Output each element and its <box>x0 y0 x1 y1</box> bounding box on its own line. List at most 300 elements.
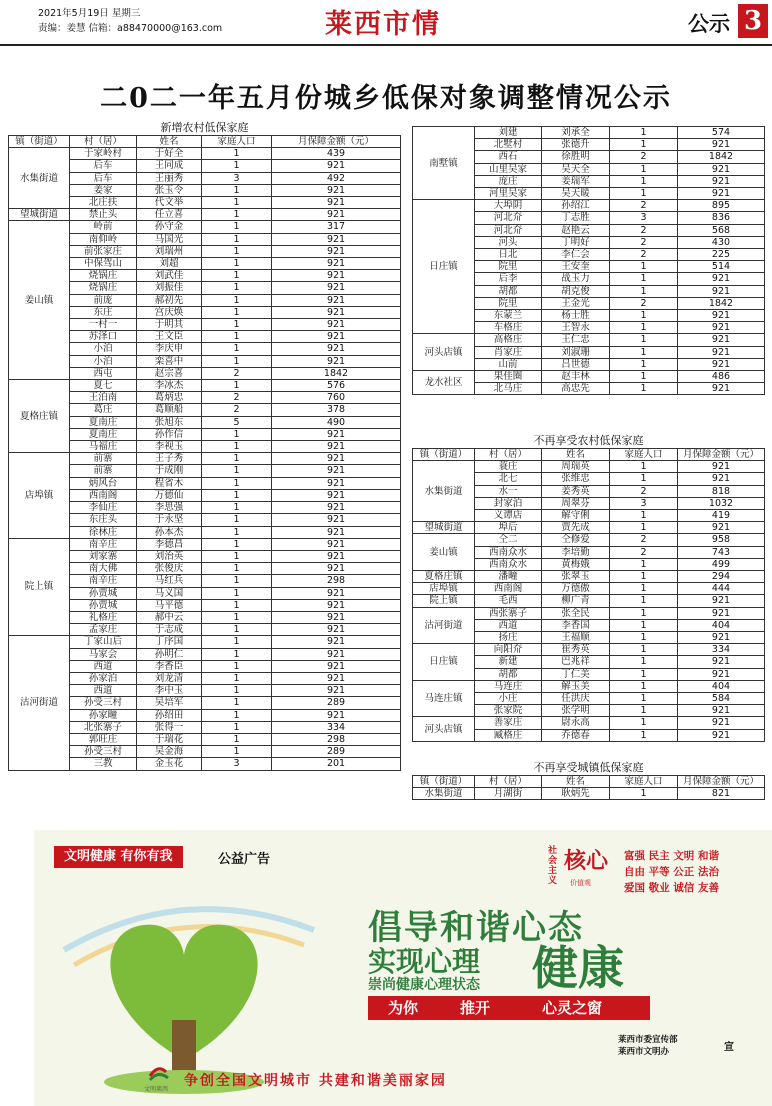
name-cell: 李冰杰 <box>137 380 202 392</box>
table-row <box>9 221 401 233</box>
household-size-cell: 1 <box>610 510 678 522</box>
town-cell: 夏格庄镇 <box>413 571 475 583</box>
name-cell: 马红兵 <box>137 575 202 587</box>
village-cell: 葛庄 <box>70 404 137 416</box>
village-cell: 丁家山后 <box>70 636 137 648</box>
household-size-cell: 1 <box>202 489 272 501</box>
monthly-amount-cell: 921 <box>678 322 765 334</box>
column-header: 月保障金额（元） <box>678 776 765 788</box>
core-values-badge <box>546 844 616 892</box>
monthly-amount-cell: 1842 <box>272 367 401 379</box>
monthly-amount-cell: 334 <box>678 644 765 656</box>
name-cell: 刘瑞州 <box>137 245 202 257</box>
household-size-cell: 2 <box>202 367 272 379</box>
village-cell: 车格庄 <box>475 322 542 334</box>
village-cell: 小庄 <box>475 693 542 705</box>
name-cell: 张全民 <box>542 607 610 619</box>
name-cell: 孙绍江 <box>542 200 610 212</box>
name-cell: 马国光 <box>137 233 202 245</box>
village-cell: 马连庄 <box>475 680 542 692</box>
table-row <box>9 148 401 160</box>
slogan-line1: 倡导和谐心态 <box>368 908 584 948</box>
name-cell: 王金光 <box>542 297 610 309</box>
name-cell: 万德仙 <box>137 489 202 501</box>
village-cell: 南辛庄 <box>70 575 137 587</box>
household-size-cell: 1 <box>202 343 272 355</box>
name-cell: 黄梅娥 <box>542 558 610 570</box>
town-cell: 姜山镇 <box>9 221 70 380</box>
name-cell: 王同成 <box>137 160 202 172</box>
table-row <box>9 636 401 648</box>
name-cell: 孙本杰 <box>137 526 202 538</box>
village-cell: 徐林庄 <box>70 526 137 538</box>
household-size-cell: 1 <box>610 334 678 346</box>
town-cell: 望城街道 <box>413 522 475 534</box>
table-row <box>9 538 401 550</box>
issuer-suffix: 宣 <box>724 1042 734 1053</box>
name-cell: 解玉美 <box>542 680 610 692</box>
core-values-list <box>624 848 719 896</box>
household-size-cell: 1 <box>202 721 272 733</box>
name-cell: 耿炳先 <box>542 788 610 800</box>
ad-type: 公益广告 <box>218 852 271 867</box>
village-cell: 仝二 <box>475 534 542 546</box>
village-cell: 臧格庄 <box>475 729 542 741</box>
name-cell: 刘治英 <box>137 550 202 562</box>
name-cell: 贾先成 <box>542 522 610 534</box>
monthly-amount-cell: 921 <box>272 624 401 636</box>
village-cell: 西道 <box>70 685 137 697</box>
table-caption: 新增农村低保家庭 <box>9 121 401 136</box>
monthly-amount-cell: 576 <box>272 380 401 392</box>
village-cell: 山前 <box>475 358 542 370</box>
monthly-amount-cell: 1842 <box>678 151 765 163</box>
column-header: 月保障金额（元） <box>678 449 765 461</box>
household-size-cell: 1 <box>610 175 678 187</box>
village-cell: 后李 <box>475 273 542 285</box>
monthly-amount-cell: 921 <box>678 461 765 473</box>
household-size-cell: 1 <box>202 733 272 745</box>
name-cell: 张俊庆 <box>137 563 202 575</box>
household-size-cell: 1 <box>202 550 272 562</box>
name-cell: 李视玉 <box>137 441 202 453</box>
table-row <box>413 522 765 534</box>
village-cell: 后车 <box>70 172 137 184</box>
table-header-row <box>413 449 765 461</box>
monthly-amount-cell: 298 <box>272 575 401 587</box>
table-header-row <box>9 136 401 148</box>
public-service-ad <box>34 830 772 1106</box>
monthly-amount-cell: 574 <box>678 127 765 139</box>
monthly-amount-cell: 921 <box>272 209 401 221</box>
village-cell: 义谭店 <box>475 510 542 522</box>
village-cell: 夏南庄 <box>70 416 137 428</box>
monthly-amount-cell: 921 <box>678 163 765 175</box>
monthly-amount-cell: 921 <box>272 514 401 526</box>
household-size-cell: 1 <box>610 717 678 729</box>
household-size-cell: 1 <box>610 285 678 297</box>
name-cell: 程省木 <box>137 477 202 489</box>
household-size-cell: 3 <box>202 758 272 770</box>
household-size-cell: 2 <box>610 297 678 309</box>
household-size-cell: 1 <box>202 526 272 538</box>
slogan-line2: 实现心理 <box>368 945 481 978</box>
newspaper-masthead: 莱西市情 <box>325 9 441 40</box>
monthly-amount-cell: 921 <box>272 489 401 501</box>
town-cell: 店埠镇 <box>413 583 475 595</box>
name-cell: 解守俐 <box>542 510 610 522</box>
monthly-amount-cell: 921 <box>678 522 765 534</box>
village-cell: 前张家庄 <box>70 245 137 257</box>
monthly-amount-cell: 921 <box>678 632 765 644</box>
village-cell: 水一 <box>475 485 542 497</box>
household-size-cell: 1 <box>202 575 272 587</box>
name-cell: 姜秀英 <box>542 485 610 497</box>
monthly-amount-cell: 921 <box>678 175 765 187</box>
household-size-cell: 1 <box>202 599 272 611</box>
name-cell: 刘武佳 <box>137 270 202 282</box>
monthly-amount-cell: 492 <box>272 172 401 184</box>
village-cell: 前庞 <box>70 294 137 306</box>
name-cell: 赵丰林 <box>542 371 610 383</box>
column-header: 镇（街道） <box>413 449 475 461</box>
household-size-cell: 1 <box>202 221 272 233</box>
village-cell: 高格庄 <box>475 334 542 346</box>
new-rural-table <box>8 121 401 771</box>
village-cell: 刘家寨 <box>70 550 137 562</box>
name-cell: 郝中云 <box>137 611 202 623</box>
name-cell: 栾喜中 <box>137 355 202 367</box>
name-cell: 周翠芬 <box>542 497 610 509</box>
monthly-amount-cell: 419 <box>678 510 765 522</box>
household-size-cell: 1 <box>610 558 678 570</box>
household-size-cell: 1 <box>202 465 272 477</box>
village-cell: 河北夼 <box>475 224 542 236</box>
village-cell: 苏泽口 <box>70 331 137 343</box>
name-cell: 马平德 <box>137 599 202 611</box>
household-size-cell: 1 <box>202 477 272 489</box>
village-cell: 毛西 <box>475 595 542 607</box>
monthly-amount-cell: 921 <box>272 319 401 331</box>
name-cell: 王仁忠 <box>542 334 610 346</box>
column-header: 村（居） <box>475 776 542 788</box>
village-cell: 河北夼 <box>475 212 542 224</box>
name-cell: 赵宗喜 <box>137 367 202 379</box>
household-size-cell: 1 <box>202 587 272 599</box>
name-cell: 张得一 <box>137 721 202 733</box>
table-row <box>413 534 765 546</box>
name-cell: 周瑞英 <box>542 461 610 473</box>
village-cell: 善家庄 <box>475 717 542 729</box>
name-cell: 刘淑珊 <box>542 346 610 358</box>
village-cell: 山里吴家 <box>475 163 542 175</box>
monthly-amount-cell: 921 <box>272 441 401 453</box>
name-cell: 于永坚 <box>137 514 202 526</box>
name-cell: 金玉花 <box>137 758 202 770</box>
removed-rural-table <box>412 434 765 742</box>
name-cell: 李德昌 <box>137 538 202 550</box>
household-size-cell: 1 <box>202 685 272 697</box>
town-cell: 院上镇 <box>413 595 475 607</box>
household-size-cell: 3 <box>202 172 272 184</box>
village-cell: 孙受三村 <box>70 746 137 758</box>
issuer-block <box>618 1034 678 1058</box>
household-size-cell: 1 <box>202 624 272 636</box>
issuer-2: 莱西市文明办 <box>618 1047 670 1057</box>
name-cell: 于好全 <box>137 148 202 160</box>
village-cell: 孙家疃 <box>70 709 137 721</box>
monthly-amount-cell: 921 <box>272 660 401 672</box>
household-size-cell: 1 <box>610 371 678 383</box>
village-cell: 西石 <box>475 151 542 163</box>
table-header-row <box>413 776 765 788</box>
monthly-amount-cell: 486 <box>678 371 765 383</box>
core-values-char: 核心 <box>564 848 609 874</box>
village-cell: 孙家泊 <box>70 672 137 684</box>
monthly-amount-cell: 921 <box>272 550 401 562</box>
household-size-cell: 1 <box>202 197 272 209</box>
name-cell: 崔秀英 <box>542 644 610 656</box>
monthly-amount-cell: 1032 <box>678 497 765 509</box>
village-cell: 王泊南 <box>70 392 137 404</box>
monthly-amount-cell: 921 <box>678 188 765 200</box>
name-cell: 孙守金 <box>137 221 202 233</box>
name-cell: 战玉力 <box>542 273 610 285</box>
name-cell: 王子秀 <box>137 453 202 465</box>
household-size-cell: 1 <box>610 473 678 485</box>
name-cell: 李培勤 <box>542 546 610 558</box>
village-cell: 马福庄 <box>70 441 137 453</box>
name-cell: 吴天全 <box>542 163 610 175</box>
heart-tree-illustration <box>34 870 334 1100</box>
village-cell: 西南阁 <box>475 583 542 595</box>
monthly-amount-cell: 921 <box>678 705 765 717</box>
monthly-amount-cell: 921 <box>272 599 401 611</box>
name-cell: 吴培军 <box>137 697 202 709</box>
household-size-cell: 1 <box>202 428 272 440</box>
town-cell: 姜山镇 <box>413 534 475 571</box>
name-cell: 丁明好 <box>542 236 610 248</box>
name-cell: 吴金海 <box>137 746 202 758</box>
village-cell: 新建 <box>475 656 542 668</box>
village-cell: 烧锅庄 <box>70 282 137 294</box>
village-cell: 前寨 <box>70 465 137 477</box>
household-size-cell: 1 <box>610 680 678 692</box>
village-cell: 西张寨子 <box>475 607 542 619</box>
monthly-amount-cell: 294 <box>678 571 765 583</box>
monthly-amount-cell: 568 <box>678 224 765 236</box>
household-size-cell: 2 <box>610 249 678 261</box>
village-cell: 庞庄 <box>475 175 542 187</box>
bar-word: 心灵之窗 <box>542 999 603 1017</box>
town-cell: 院上镇 <box>9 538 70 636</box>
monthly-amount-cell: 921 <box>272 611 401 623</box>
village-cell: 东庄 <box>70 306 137 318</box>
household-size-cell: 1 <box>202 148 272 160</box>
name-cell: 张玉令 <box>137 184 202 196</box>
village-cell: 果佳圈 <box>475 371 542 383</box>
name-cell: 王福顺 <box>542 632 610 644</box>
name-cell: 刘超 <box>137 258 202 270</box>
household-size-cell: 1 <box>202 648 272 660</box>
name-cell: 丁志胜 <box>542 212 610 224</box>
values-line: 自由 平等 公正 法治 <box>624 866 719 878</box>
name-cell: 刘龙清 <box>137 672 202 684</box>
bar-word: 为你 <box>388 999 419 1017</box>
village-cell: 院里 <box>475 261 542 273</box>
monthly-amount-cell: 499 <box>678 558 765 570</box>
monthly-amount-cell: 921 <box>272 258 401 270</box>
household-size-cell: 1 <box>610 163 678 175</box>
name-cell: 尉永高 <box>542 717 610 729</box>
town-cell: 水集街道 <box>413 788 475 800</box>
monthly-amount-cell: 921 <box>272 233 401 245</box>
household-size-cell: 1 <box>202 282 272 294</box>
table-caption-row <box>413 434 765 449</box>
village-cell: 日北 <box>475 249 542 261</box>
monthly-amount-cell: 921 <box>678 473 765 485</box>
monthly-amount-cell: 921 <box>272 294 401 306</box>
monthly-amount-cell: 921 <box>678 656 765 668</box>
monthly-amount-cell: 378 <box>272 404 401 416</box>
name-cell: 于瑞花 <box>137 733 202 745</box>
village-cell: 西道 <box>475 619 542 631</box>
column-header: 镇（街道） <box>9 136 70 148</box>
village-cell: 孟家庄 <box>70 624 137 636</box>
village-cell: 东庄头 <box>70 514 137 526</box>
removed-urban-table <box>412 761 765 800</box>
name-cell: 李中玉 <box>137 685 202 697</box>
village-cell: 封家泊 <box>475 497 542 509</box>
town-cell: 南墅镇 <box>413 127 475 200</box>
monthly-amount-cell: 404 <box>678 619 765 631</box>
column-header: 镇（街道） <box>413 776 475 788</box>
monthly-amount-cell: 921 <box>272 587 401 599</box>
monthly-amount-cell: 444 <box>678 583 765 595</box>
monthly-amount-cell: 921 <box>272 197 401 209</box>
column-header: 姓名 <box>137 136 202 148</box>
name-cell: 丁仁美 <box>542 668 610 680</box>
column-header: 家庭人口 <box>610 449 678 461</box>
monthly-amount-cell: 317 <box>272 221 401 233</box>
name-cell: 徐胜明 <box>542 151 610 163</box>
household-size-cell: 1 <box>202 660 272 672</box>
village-cell: 西南众水 <box>475 546 542 558</box>
column-header: 村（居） <box>475 449 542 461</box>
household-size-cell: 1 <box>610 383 678 395</box>
table-row <box>413 371 765 383</box>
household-size-cell: 2 <box>610 546 678 558</box>
household-size-cell: 1 <box>202 258 272 270</box>
monthly-amount-cell: 921 <box>272 306 401 318</box>
name-cell: 于成刚 <box>137 465 202 477</box>
household-size-cell: 1 <box>610 656 678 668</box>
monthly-amount-cell: 289 <box>272 697 401 709</box>
village-cell: 胡都 <box>475 285 542 297</box>
values-line: 富强 民主 文明 和谐 <box>624 850 719 862</box>
table-row <box>413 607 765 619</box>
household-size-cell: 1 <box>610 261 678 273</box>
village-cell: 李仙庄 <box>70 502 137 514</box>
town-cell: 马连庄镇 <box>413 680 475 717</box>
household-size-cell: 1 <box>610 322 678 334</box>
monthly-amount-cell: 921 <box>678 383 765 395</box>
household-size-cell: 1 <box>202 563 272 575</box>
table-caption: 不再享受城镇低保家庭 <box>413 761 765 776</box>
bottom-slogan: 争创全国文明城市 共建和谐美丽家园 <box>184 1073 447 1089</box>
name-cell: 刘振佳 <box>137 282 202 294</box>
monthly-amount-cell: 921 <box>272 245 401 257</box>
name-cell: 郝初先 <box>137 294 202 306</box>
household-size-cell: 1 <box>610 188 678 200</box>
household-size-cell: 1 <box>202 355 272 367</box>
name-cell: 杨士胜 <box>542 310 610 322</box>
village-cell: 北庄扶 <box>70 197 137 209</box>
household-size-cell: 1 <box>202 270 272 282</box>
village-cell: 马家会 <box>70 648 137 660</box>
monthly-amount-cell: 921 <box>272 355 401 367</box>
monthly-amount-cell: 225 <box>678 249 765 261</box>
household-size-cell: 1 <box>610 668 678 680</box>
monthly-amount-cell: 921 <box>272 563 401 575</box>
page-number: 3 <box>738 4 768 38</box>
slogan-big: 健康 <box>532 941 624 995</box>
table-row <box>413 571 765 583</box>
bar-word: 推开 <box>460 999 491 1017</box>
household-size-cell: 2 <box>202 404 272 416</box>
village-cell: 烧锅庄 <box>70 270 137 282</box>
household-size-cell: 1 <box>202 306 272 318</box>
village-cell: 院里 <box>475 297 542 309</box>
household-size-cell: 2 <box>610 200 678 212</box>
town-cell: 龙水社区 <box>413 371 475 395</box>
household-size-cell: 1 <box>610 522 678 534</box>
monthly-amount-cell: 289 <box>272 746 401 758</box>
name-cell: 吕世德 <box>542 358 610 370</box>
household-size-cell: 1 <box>610 358 678 370</box>
monthly-amount-cell: 490 <box>272 416 401 428</box>
table-caption-row <box>413 761 765 776</box>
table-row <box>413 717 765 729</box>
monthly-amount-cell: 298 <box>272 733 401 745</box>
monthly-amount-cell: 760 <box>272 392 401 404</box>
village-cell: 前寨 <box>70 453 137 465</box>
monthly-amount-cell: 439 <box>272 148 401 160</box>
monthly-amount-cell: 921 <box>678 607 765 619</box>
name-cell: 仝修爱 <box>542 534 610 546</box>
village-cell: 西南众水 <box>475 558 542 570</box>
household-size-cell: 1 <box>610 729 678 741</box>
new-rural-table-continued <box>412 126 765 395</box>
household-size-cell: 2 <box>610 485 678 497</box>
core-values-top: 社会主义 <box>548 846 558 886</box>
table-row <box>413 583 765 595</box>
monthly-amount-cell: 921 <box>678 139 765 151</box>
name-cell: 高忠先 <box>542 383 610 395</box>
name-cell: 孙明仁 <box>137 648 202 660</box>
household-size-cell: 2 <box>610 236 678 248</box>
village-cell: 扬庄 <box>475 632 542 644</box>
monthly-amount-cell: 895 <box>678 200 765 212</box>
village-cell: 河头 <box>475 236 542 248</box>
household-size-cell: 1 <box>610 139 678 151</box>
village-cell: 东蒙兰 <box>475 310 542 322</box>
household-size-cell: 2 <box>202 392 272 404</box>
town-cell: 水集街道 <box>9 148 70 209</box>
monthly-amount-cell: 921 <box>272 343 401 355</box>
table-row <box>413 461 765 473</box>
name-cell: 李思强 <box>137 502 202 514</box>
